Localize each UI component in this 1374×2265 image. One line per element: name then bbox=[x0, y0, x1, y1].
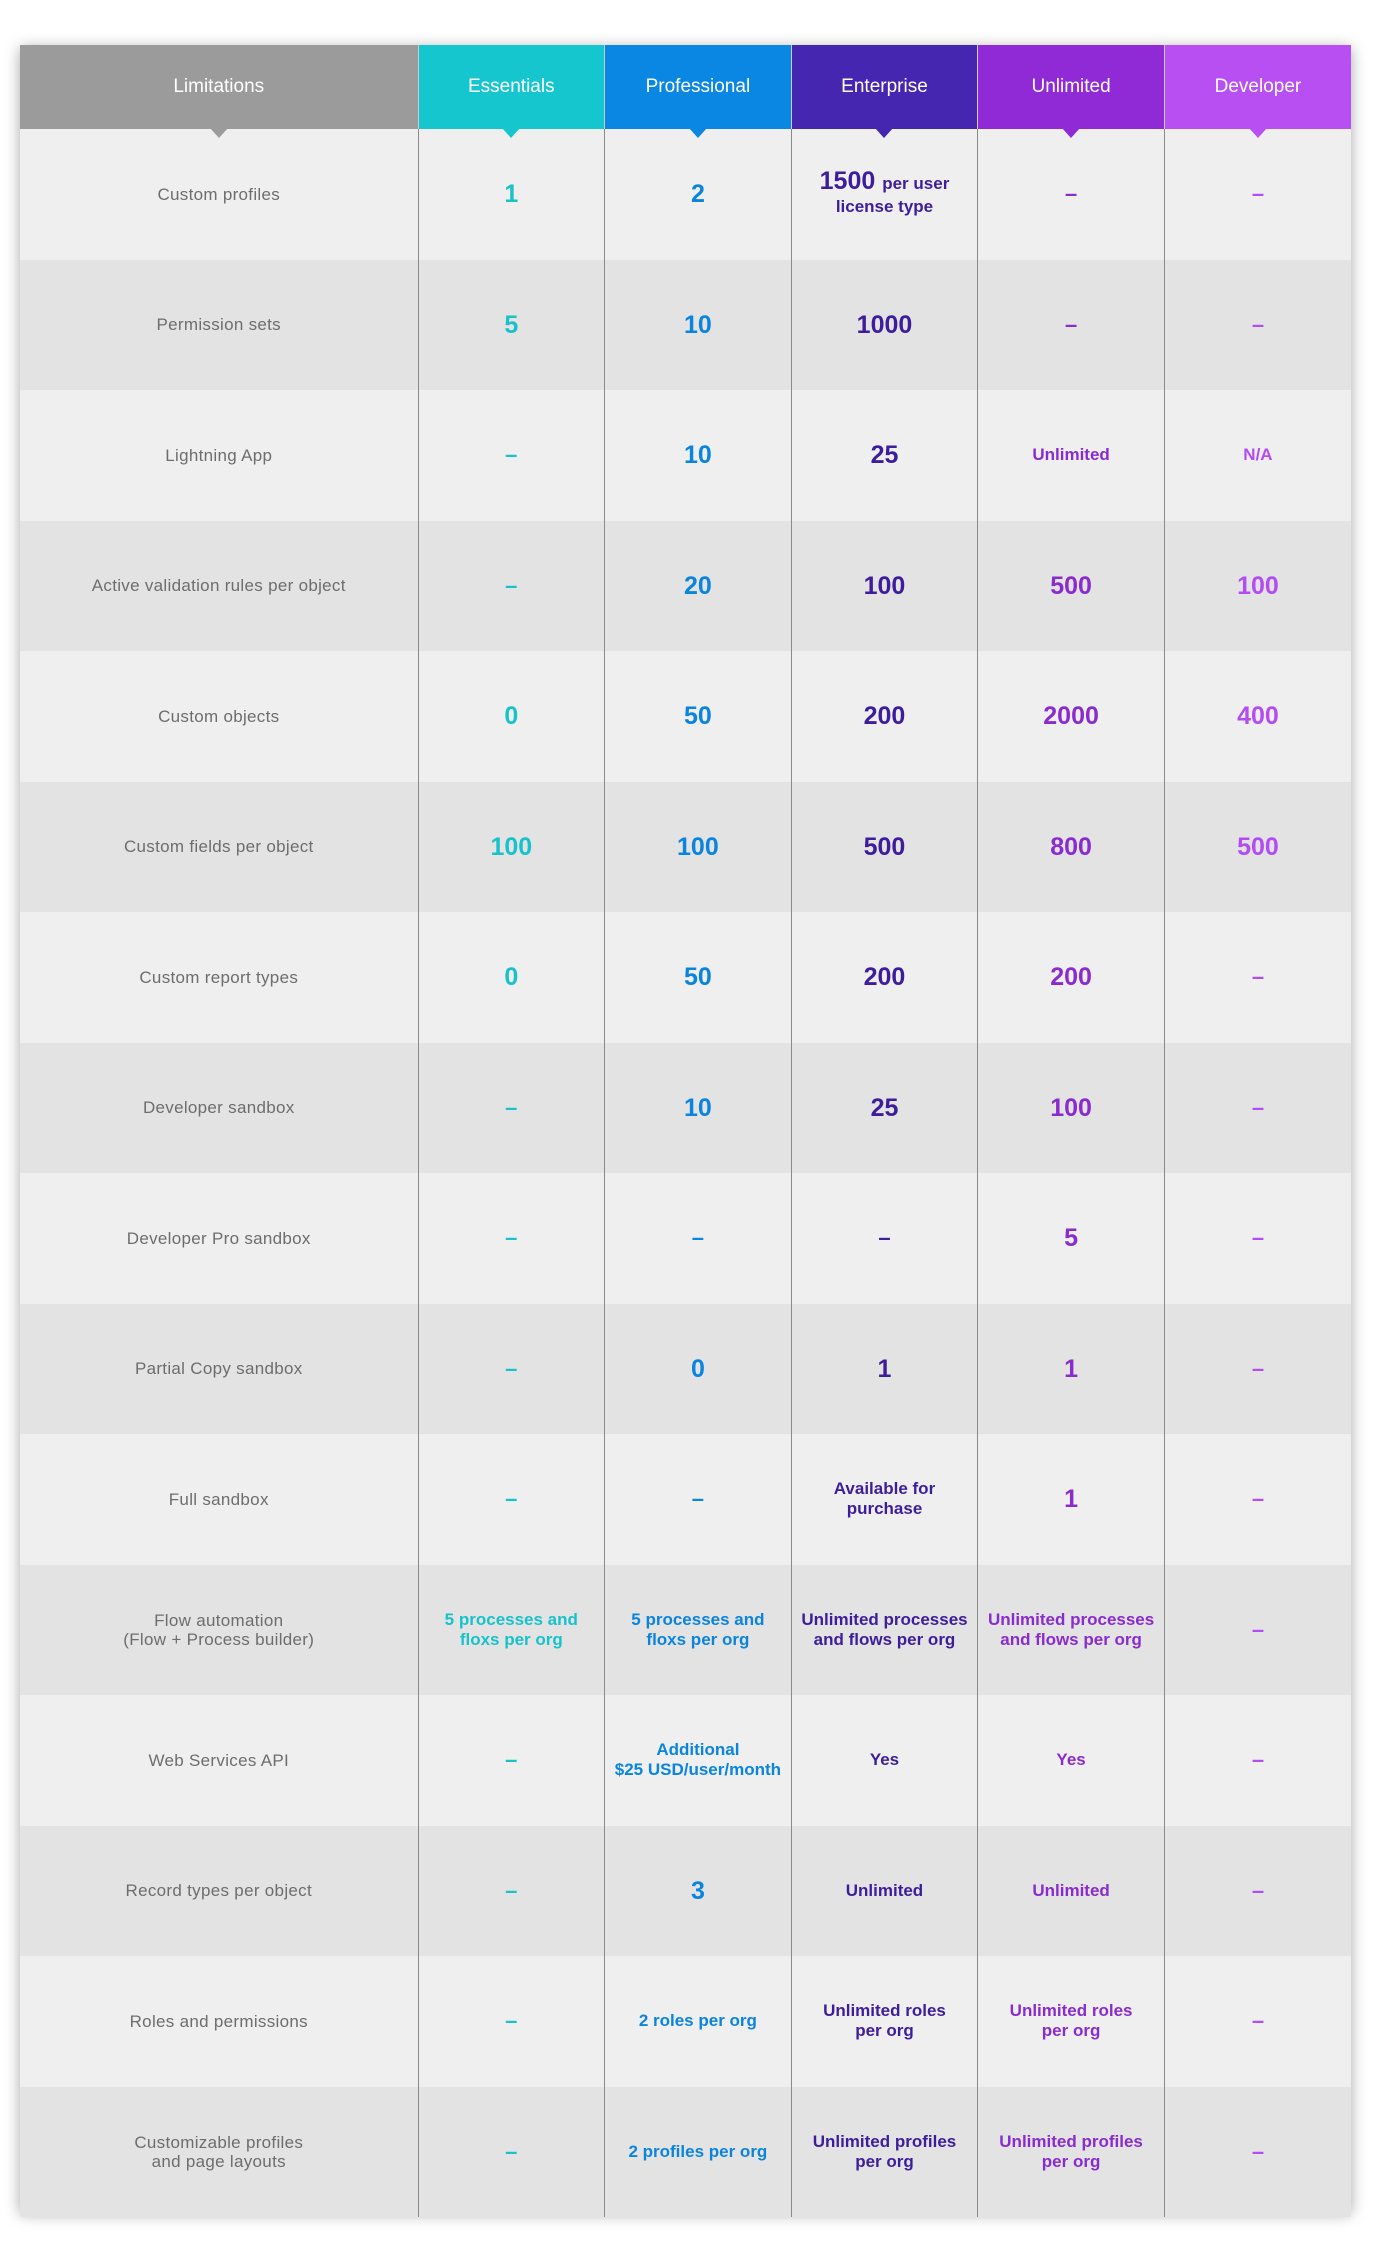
professional-value: 50 bbox=[683, 963, 712, 992]
essentials-value: – bbox=[505, 1747, 518, 1773]
limitations-comparison-table bbox=[20, 45, 1351, 2211]
enterprise-value-line: Unlimited profiles bbox=[812, 2131, 957, 2151]
essentials-value: – bbox=[505, 442, 518, 468]
enterprise-value: 200 bbox=[863, 963, 906, 992]
enterprise-value bbox=[800, 1610, 970, 1650]
essentials-value: – bbox=[505, 1225, 518, 1251]
developer-value: – bbox=[1251, 1877, 1265, 1903]
professional-value bbox=[613, 1610, 783, 1650]
enterprise-value: 200 bbox=[863, 702, 906, 731]
header-pointer-icon bbox=[1062, 128, 1080, 138]
unlimited-value-line: per org bbox=[1041, 2151, 1101, 2171]
table-row bbox=[20, 912, 1351, 1043]
professional-value: 2 roles per org bbox=[638, 2011, 757, 2031]
essentials-value bbox=[427, 1610, 597, 1650]
essentials-value: 100 bbox=[490, 832, 533, 861]
row-label: Custom fields per object bbox=[20, 782, 418, 913]
essentials-value: – bbox=[505, 1355, 518, 1381]
enterprise-value bbox=[800, 2001, 970, 2041]
row-label: Permission sets bbox=[20, 260, 418, 391]
table-row bbox=[20, 260, 1351, 391]
enterprise-value bbox=[800, 1479, 970, 1519]
unlimited-value-line: Unlimited roles bbox=[1009, 2001, 1133, 2021]
unlimited-value: 200 bbox=[1050, 963, 1092, 992]
enterprise-value bbox=[800, 2132, 970, 2172]
table-row bbox=[20, 1695, 1351, 1826]
table-row bbox=[20, 521, 1351, 652]
professional-value: 50 bbox=[683, 702, 712, 731]
enterprise-value: – bbox=[878, 1225, 891, 1251]
unlimited-value-line: Unlimited processes bbox=[987, 1609, 1155, 1629]
enterprise-value-line: Available for bbox=[833, 1479, 936, 1499]
developer-value: 100 bbox=[1237, 571, 1279, 600]
unlimited-value bbox=[986, 1610, 1156, 1650]
header-unlimited bbox=[978, 45, 1165, 129]
enterprise-value-main: 1500 bbox=[819, 167, 876, 196]
essentials-value-line: 5 processes and bbox=[444, 1609, 578, 1629]
header-essentials-label: Essentials bbox=[467, 76, 555, 97]
row-label: Partial Copy sandbox bbox=[20, 1304, 418, 1435]
unlimited-value bbox=[986, 2132, 1156, 2172]
professional-value bbox=[613, 1740, 783, 1780]
unlimited-value: 800 bbox=[1050, 832, 1092, 861]
table-row bbox=[20, 1304, 1351, 1435]
enterprise-value-line: Unlimited roles bbox=[823, 2001, 946, 2021]
enterprise-value: Yes bbox=[869, 1750, 900, 1770]
developer-value: N/A bbox=[1243, 445, 1273, 465]
essentials-value: 5 bbox=[504, 310, 519, 339]
header-pointer-icon bbox=[502, 128, 520, 138]
developer-value: – bbox=[1251, 311, 1265, 337]
enterprise-value-line: and flows per org bbox=[813, 1629, 956, 1649]
header-professional bbox=[605, 45, 792, 129]
row-label bbox=[20, 2087, 418, 2218]
developer-value: – bbox=[1251, 181, 1265, 207]
header-developer-label: Developer bbox=[1214, 76, 1302, 97]
developer-value: – bbox=[1251, 1747, 1265, 1773]
enterprise-value: 25 bbox=[870, 1093, 899, 1122]
table-row bbox=[20, 782, 1351, 913]
row-label: Full sandbox bbox=[20, 1434, 418, 1565]
table-row bbox=[20, 390, 1351, 521]
developer-value: – bbox=[1251, 2138, 1265, 2164]
unlimited-value-line: per org bbox=[1041, 2021, 1101, 2041]
professional-value-line: 5 processes and bbox=[631, 1609, 765, 1629]
row-label: Developer Pro sandbox bbox=[20, 1173, 418, 1304]
enterprise-value: Unlimited bbox=[845, 1880, 924, 1900]
professional-value: 2 bbox=[690, 180, 705, 209]
header-pointer-icon bbox=[1249, 128, 1267, 138]
enterprise-value-line: per org bbox=[855, 2021, 914, 2041]
developer-value: 500 bbox=[1237, 832, 1279, 861]
unlimited-value: – bbox=[1064, 311, 1078, 337]
table-row bbox=[20, 1956, 1351, 2087]
header-pointer-icon bbox=[875, 128, 893, 138]
essentials-value: 1 bbox=[504, 180, 519, 209]
unlimited-value bbox=[986, 2001, 1156, 2041]
row-label: Record types per object bbox=[20, 1826, 418, 1957]
enterprise-value-line: per org bbox=[855, 2151, 914, 2171]
table-row bbox=[20, 2087, 1351, 2218]
developer-value: 400 bbox=[1237, 702, 1279, 731]
unlimited-value: 5 bbox=[1064, 1224, 1079, 1253]
essentials-value: – bbox=[505, 572, 518, 598]
row-label-line: Flow automation bbox=[154, 1610, 284, 1630]
header-unlimited-label: Unlimited bbox=[1031, 76, 1111, 97]
comparison-table bbox=[20, 45, 1351, 2217]
unlimited-value-line: and flows per org bbox=[1000, 1629, 1142, 1649]
header-pointer-icon bbox=[210, 128, 228, 138]
header-row bbox=[20, 45, 1351, 129]
enterprise-value: 25 bbox=[870, 441, 899, 470]
professional-value: 10 bbox=[683, 441, 712, 470]
row-label: Roles and permissions bbox=[20, 1956, 418, 2087]
unlimited-value: 1 bbox=[1064, 1485, 1079, 1514]
enterprise-value: 500 bbox=[863, 832, 906, 861]
unlimited-value-line: Unlimited profiles bbox=[999, 2131, 1143, 2151]
enterprise-value: 100 bbox=[863, 571, 906, 600]
header-limitations-label: Limitations bbox=[173, 76, 265, 97]
unlimited-value: 500 bbox=[1050, 571, 1092, 600]
professional-value: 0 bbox=[690, 1354, 705, 1383]
professional-value: 10 bbox=[683, 310, 712, 339]
row-label: Custom objects bbox=[20, 651, 418, 782]
professional-value: 10 bbox=[683, 1093, 712, 1122]
developer-value: – bbox=[1251, 1355, 1265, 1381]
essentials-value: – bbox=[505, 1877, 518, 1903]
enterprise-value-note: per user license type bbox=[835, 174, 950, 217]
header-limitations bbox=[20, 45, 418, 129]
developer-value: – bbox=[1251, 1225, 1265, 1251]
row-label-line: (Flow + Process builder) bbox=[123, 1629, 315, 1649]
essentials-value: – bbox=[505, 1486, 518, 1512]
developer-value: – bbox=[1251, 1486, 1265, 1512]
professional-value: 20 bbox=[683, 571, 712, 600]
professional-value: 3 bbox=[690, 1876, 705, 1905]
header-essentials bbox=[418, 45, 605, 129]
row-label: Custom report types bbox=[20, 912, 418, 1043]
professional-value: 100 bbox=[677, 832, 719, 861]
header-pointer-icon bbox=[689, 128, 707, 138]
essentials-value: – bbox=[505, 1094, 518, 1120]
professional-value-line: floxs per org bbox=[646, 1629, 750, 1649]
enterprise-value-line: purchase bbox=[846, 1499, 923, 1519]
essentials-value: – bbox=[505, 2138, 518, 2164]
row-label: Active validation rules per object bbox=[20, 521, 418, 652]
enterprise-value: 1000 bbox=[856, 310, 913, 339]
unlimited-value: 1 bbox=[1064, 1354, 1079, 1383]
essentials-value: – bbox=[505, 2008, 518, 2034]
row-label: Web Services API bbox=[20, 1695, 418, 1826]
unlimited-value: Unlimited bbox=[1032, 445, 1110, 465]
table-row bbox=[20, 1565, 1351, 1696]
table-row bbox=[20, 1043, 1351, 1174]
professional-value-line: $25 USD/user/month bbox=[614, 1760, 782, 1780]
table-row bbox=[20, 1173, 1351, 1304]
table-row bbox=[20, 651, 1351, 782]
enterprise-value bbox=[800, 167, 970, 217]
unlimited-value: Unlimited bbox=[1032, 1880, 1110, 1900]
developer-value: – bbox=[1251, 1616, 1265, 1642]
essentials-value-line: floxs per org bbox=[459, 1629, 563, 1649]
unlimited-value: 2000 bbox=[1043, 702, 1099, 731]
header-professional-label: Professional bbox=[645, 76, 751, 97]
enterprise-value-line: Unlimited processes bbox=[801, 1609, 968, 1629]
header-developer bbox=[1164, 45, 1351, 129]
header-enterprise bbox=[791, 45, 978, 129]
enterprise-value: 1 bbox=[877, 1354, 892, 1383]
professional-value: 2 profiles per org bbox=[628, 2141, 768, 2161]
unlimited-value: – bbox=[1064, 181, 1078, 207]
row-label-line: and page layouts bbox=[151, 2151, 286, 2171]
row-label bbox=[20, 1565, 418, 1696]
table-row bbox=[20, 129, 1351, 260]
essentials-value: 0 bbox=[504, 963, 519, 992]
table-row bbox=[20, 1434, 1351, 1565]
professional-value: – bbox=[691, 1486, 705, 1512]
developer-value: – bbox=[1251, 2008, 1265, 2034]
developer-value: – bbox=[1251, 964, 1265, 990]
essentials-value: 0 bbox=[504, 702, 519, 731]
developer-value: – bbox=[1251, 1094, 1265, 1120]
professional-value-line: Additional bbox=[656, 1740, 740, 1760]
row-label: Lightning App bbox=[20, 390, 418, 521]
row-label-line: Customizable profiles bbox=[134, 2132, 304, 2152]
table-row bbox=[20, 1826, 1351, 1957]
professional-value: – bbox=[691, 1225, 705, 1251]
unlimited-value: Yes bbox=[1056, 1750, 1086, 1770]
header-enterprise-label: Enterprise bbox=[841, 76, 928, 97]
unlimited-value: 100 bbox=[1050, 1093, 1092, 1122]
row-label: Custom profiles bbox=[20, 129, 418, 260]
row-label: Developer sandbox bbox=[20, 1043, 418, 1174]
